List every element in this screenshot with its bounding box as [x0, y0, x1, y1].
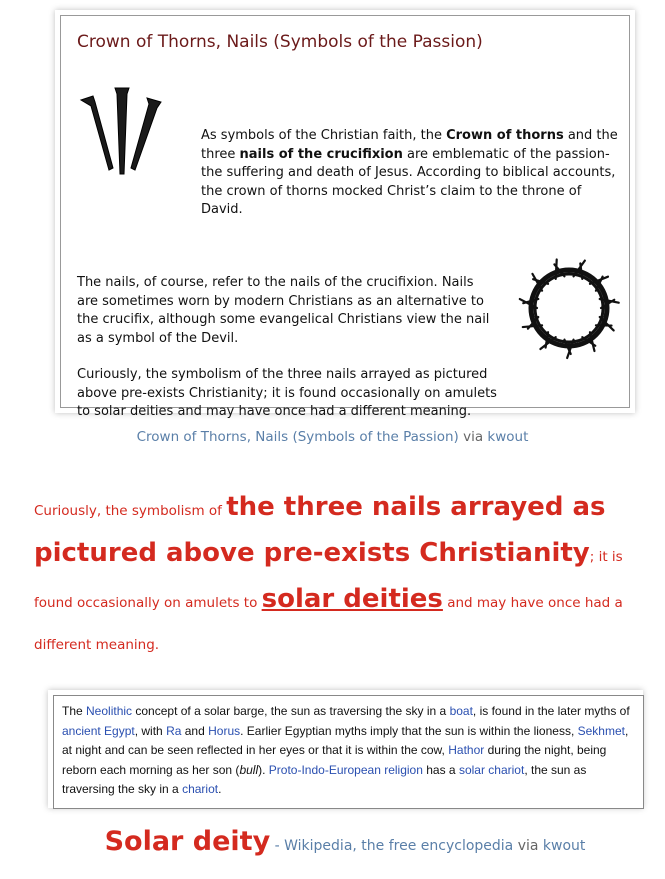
text-run: . Earlier Egyptian myths imply that the sun is within the lioness,: [240, 723, 578, 738]
text-run: and: [181, 723, 209, 738]
text-run: , the sun as traversing the sky in a: [62, 762, 587, 796]
quote-text: Curiously, the symbolism of: [34, 503, 227, 519]
text-run: ).: [258, 762, 269, 777]
footer-wikipedia-link[interactable]: Wikipedia, the free encyclopedia: [284, 838, 514, 854]
text-run: during the night, being reborn each morning as her son (: [62, 743, 607, 777]
quote-large-text: the three nails arrayed as pictured above pre-exists Christianity: [34, 492, 606, 568]
link-hathor[interactable]: Hathor: [448, 743, 485, 757]
bold-crown-of-thorns: Crown of thorns: [446, 128, 564, 143]
kwout-caption: [0, 429, 665, 445]
text-run: has a: [422, 762, 459, 777]
curiously-paragraph: Curiously, the symbolism of the three nails arrayed as pictured above pre-exists Christianity; it is found occasionally on amulets to solar deities and may have once had a different meaning.: [77, 367, 497, 419]
solar-deity-title: Solar deity: [104, 826, 271, 857]
highlighted-quote: [34, 486, 652, 666]
text-run: As symbols of the Christian faith, the: [201, 128, 447, 143]
footer-kwout-link[interactable]: kwout: [542, 838, 586, 854]
wikipedia-excerpt: [53, 695, 644, 809]
nails-paragraph: The nails, of course, refer to the nails of the crucifixion. Nails are sometimes worn by modern Christians as an alternative to the crucifix, although some evangelical Christians view the nail as a symbol of the Devil.: [77, 275, 490, 346]
link-horus[interactable]: Horus: [208, 723, 241, 738]
card-inner: [60, 15, 630, 419]
link-ancient-egypt[interactable]: ancient Egypt: [62, 723, 135, 738]
link-solar-chariot[interactable]: solar chariot: [458, 762, 525, 777]
caption-source-link[interactable]: Crown of Thorns, Nails (Symbols of the Passion): [136, 429, 459, 445]
quote-text: and may have once had a different meaning.: [34, 595, 623, 653]
link-proto-indo-european-religion[interactable]: Proto-Indo-European religion: [268, 762, 423, 777]
card-title: Crown of Thorns, Nails (Symbols of the Passion): [77, 32, 483, 52]
wikipedia-caption: [0, 826, 665, 857]
crown-of-thorns-image: [517, 256, 621, 360]
quote-solar-deities-link[interactable]: solar deities: [261, 584, 443, 614]
text-run: The: [62, 704, 87, 718]
text-run: , with: [134, 723, 167, 738]
caption-kwout-link[interactable]: kwout: [487, 429, 529, 445]
kwout-clipping-card[interactable]: [55, 10, 635, 419]
text-run: , at night and can be seen reflected in her eyes or that it is within the cow,: [62, 723, 629, 757]
footer-via: via: [513, 838, 543, 854]
text-run: .: [218, 782, 222, 796]
three-nails-image: [79, 82, 165, 176]
text-run: concept of a solar barge, the sun as traversing the sky in a: [132, 704, 450, 718]
quote-text: ; it is found occasionally on amulets to: [34, 549, 623, 611]
link-neolithic[interactable]: Neolithic: [86, 704, 133, 718]
link-ra[interactable]: Ra: [166, 723, 182, 738]
link-chariot[interactable]: chariot: [182, 782, 219, 796]
italic-bull: bull: [239, 762, 259, 777]
text-run: are emblematic of the passion- the suffering and death of Jesus. According to biblical accounts, the crown of thorns mocked Christ’s claim to the throne of David.: [201, 146, 616, 217]
bold-nails-of-crucifixion: nails of the crucifixion: [239, 146, 403, 162]
intro-paragraph: [201, 127, 621, 220]
text-run: , is found in the later myths of: [472, 704, 630, 718]
footer-dash: -: [270, 838, 285, 854]
text-run: and the three: [201, 128, 618, 162]
wikipedia-clipping-card[interactable]: [48, 690, 643, 808]
link-sekhmet[interactable]: Sekhmet: [577, 723, 625, 738]
link-boat[interactable]: boat: [449, 704, 473, 718]
caption-via: via: [458, 429, 488, 445]
